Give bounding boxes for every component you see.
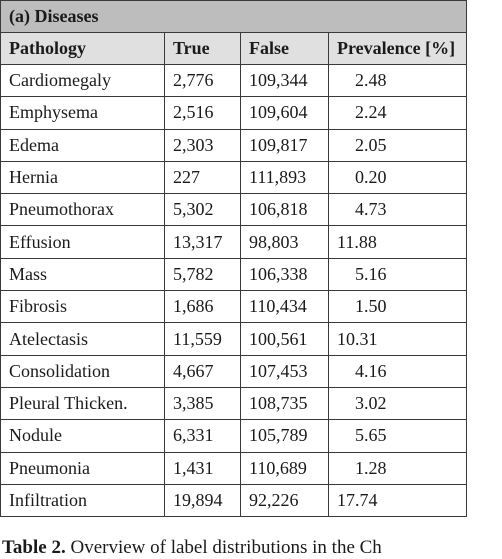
cell-true-count: 227 <box>165 161 241 193</box>
table-row <box>1 323 467 355</box>
cell-true-count: 5,782 <box>165 258 241 290</box>
cell-true-count: 2,516 <box>165 97 241 129</box>
cell-prevalence: 5.16 <box>329 258 467 290</box>
cell-false-count: 109,817 <box>241 129 329 161</box>
cell-pathology: Emphysema <box>1 97 165 129</box>
cell-prevalence: 5.65 <box>329 420 467 452</box>
table-caption-label: Table 2. <box>2 537 66 558</box>
cell-true-count: 6,331 <box>165 420 241 452</box>
table-row <box>1 226 467 258</box>
table-row <box>1 129 467 161</box>
cell-pathology: Cardiomegaly <box>1 65 165 97</box>
cell-prevalence: 3.02 <box>329 387 467 419</box>
cell-false-count: 105,789 <box>241 420 329 452</box>
cell-false-count: 108,735 <box>241 387 329 419</box>
cell-pathology: Pleural Thicken. <box>1 387 165 419</box>
header-prevalence: Prevalence [%] <box>329 33 467 65</box>
cell-prevalence: 11.88 <box>329 226 467 258</box>
cell-pathology: Mass <box>1 258 165 290</box>
table-row <box>1 65 467 97</box>
cell-pathology: Edema <box>1 129 165 161</box>
cell-pathology: Infiltration <box>1 484 165 516</box>
header-pathology: Pathology <box>1 33 165 65</box>
cell-true-count: 2,776 <box>165 65 241 97</box>
cell-false-count: 110,434 <box>241 291 329 323</box>
cell-false-count: 106,818 <box>241 194 329 226</box>
cell-pathology: Nodule <box>1 420 165 452</box>
cell-false-count: 107,453 <box>241 355 329 387</box>
cell-pathology: Atelectasis <box>1 323 165 355</box>
cell-false-count: 109,344 <box>241 65 329 97</box>
cell-prevalence: 4.73 <box>329 194 467 226</box>
table-row <box>1 387 467 419</box>
cell-true-count: 11,559 <box>165 323 241 355</box>
cell-prevalence: 17.74 <box>329 484 467 516</box>
table-caption-text: Overview of label distributions in the Ch <box>70 537 382 558</box>
table-row <box>1 355 467 387</box>
header-row <box>1 33 467 65</box>
table-row <box>1 258 467 290</box>
table-caption <box>2 537 382 559</box>
cell-false-count: 100,561 <box>241 323 329 355</box>
table-row <box>1 194 467 226</box>
cell-pathology: Effusion <box>1 226 165 258</box>
table-row <box>1 291 467 323</box>
cell-true-count: 2,303 <box>165 129 241 161</box>
cell-prevalence: 1.50 <box>329 291 467 323</box>
cell-true-count: 1,431 <box>165 452 241 484</box>
header-true: True <box>165 33 241 65</box>
cell-false-count: 106,338 <box>241 258 329 290</box>
table-row <box>1 161 467 193</box>
cell-prevalence: 2.48 <box>329 65 467 97</box>
cell-true-count: 19,894 <box>165 484 241 516</box>
cell-false-count: 110,689 <box>241 452 329 484</box>
cell-prevalence: 4.16 <box>329 355 467 387</box>
cell-pathology: Fibrosis <box>1 291 165 323</box>
cell-prevalence: 2.24 <box>329 97 467 129</box>
section-title-row <box>1 1 467 33</box>
cell-true-count: 5,302 <box>165 194 241 226</box>
cell-pathology: Hernia <box>1 161 165 193</box>
cell-true-count: 3,385 <box>165 387 241 419</box>
cell-true-count: 1,686 <box>165 291 241 323</box>
table-row <box>1 452 467 484</box>
cell-prevalence: 0.20 <box>329 161 467 193</box>
cell-prevalence: 2.05 <box>329 129 467 161</box>
section-title: (a) Diseases <box>1 1 467 33</box>
table-row <box>1 484 467 516</box>
header-false: False <box>241 33 329 65</box>
cell-prevalence: 10.31 <box>329 323 467 355</box>
cell-pathology: Pneumonia <box>1 452 165 484</box>
cell-prevalence: 1.28 <box>329 452 467 484</box>
table-row <box>1 97 467 129</box>
cell-pathology: Pneumothorax <box>1 194 165 226</box>
table-row <box>1 420 467 452</box>
cell-false-count: 111,893 <box>241 161 329 193</box>
cell-pathology: Consolidation <box>1 355 165 387</box>
cell-true-count: 13,317 <box>165 226 241 258</box>
cell-false-count: 98,803 <box>241 226 329 258</box>
cell-false-count: 109,604 <box>241 97 329 129</box>
cell-false-count: 92,226 <box>241 484 329 516</box>
cell-true-count: 4,667 <box>165 355 241 387</box>
